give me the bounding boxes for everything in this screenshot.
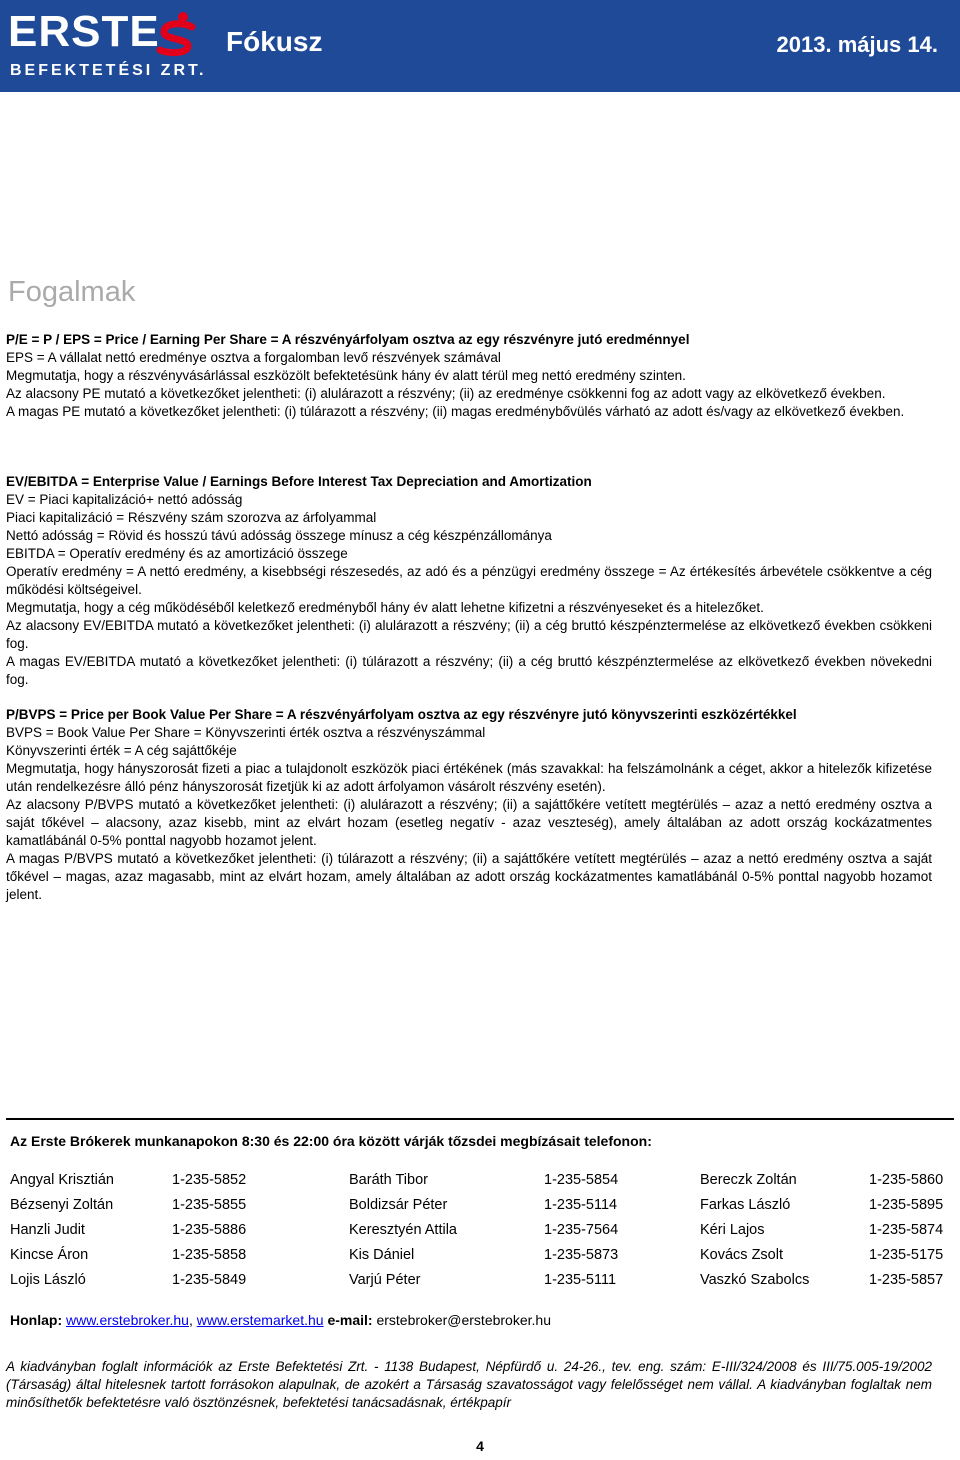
contact-row bbox=[10, 1272, 956, 1297]
divider bbox=[6, 1118, 954, 1120]
broker-name: Lojis László bbox=[10, 1272, 86, 1288]
publication-date: 2013. május 14. bbox=[776, 32, 938, 57]
broker-phone: 1-235-5111 bbox=[544, 1272, 617, 1288]
broker-name: Bereczk Zoltán bbox=[700, 1172, 797, 1188]
logo-subtitle: BEFEKTETÉSI ZRT. bbox=[10, 62, 207, 79]
link-separator: , bbox=[188, 1312, 193, 1328]
net-debt-formula: Nettó adósság = Rövid és hosszú távú adósság összege mínusz a cég készpénzállománya bbox=[6, 528, 552, 543]
website-line bbox=[10, 1312, 551, 1328]
ev-ebitda-low: Az alacsony EV/EBITDA mutató a következőket jelentheti: (i) alulárazott a részvény; (ii) a cég bruttó készpénztermelése az elkövetkező években csökkeni fog. bbox=[6, 618, 932, 651]
broker-phone: 1-235-5114 bbox=[544, 1197, 618, 1213]
operating-result-formula: Operatív eredmény = A nettó eredmény, a kisebbségi részesedés, az adó és a pénzügyi eredmény összege = Az értékesítés árbevétele csökkentve a cég működési költségeivel. bbox=[6, 564, 932, 597]
ev-formula: EV = Piaci kapitalizáció+ nettó adósság bbox=[6, 492, 243, 507]
broker-name: Baráth Tibor bbox=[349, 1172, 428, 1188]
broker-phone: 1-235-5858 bbox=[172, 1247, 247, 1263]
ev-ebitda-block bbox=[6, 473, 932, 689]
pbv-meaning: Megmutatja, hogy hányszorosát fizeti a piac a tulajdonolt eszközök piaci értékének (más szavakkal: ha felszámolnánk a céget, akkor a hitelezők kifizetése után rendelkezésre álló pénz hányszorosát fizetjük ki az adott árfolyamon vásárolt részvény esetén). bbox=[6, 761, 932, 794]
section-title: Fogalmak bbox=[8, 276, 136, 308]
contact-row bbox=[10, 1222, 956, 1247]
erstebroker-link[interactable]: www.erstebroker.hu bbox=[66, 1312, 189, 1328]
contact-row bbox=[10, 1247, 956, 1272]
page-header bbox=[0, 0, 960, 92]
pbv-formula: P/BVPS = Price per Book Value Per Share = A részvényárfolyam osztva az egy részvényre jutó könyvszerinti eszközértékkel bbox=[6, 707, 797, 722]
contact-row bbox=[10, 1197, 956, 1222]
broker-name: Vaszkó Szabolcs bbox=[700, 1272, 810, 1288]
pbv-high: A magas P/BVPS mutató a következőket jelentheti: (i) túlárazott a részvény; (ii) a sajáttőkére vetített megtérülés – azaz a nettó eredmény osztva a saját tőkével – magas, azaz magasabb, mint az elvárt hozam, amely általában az adott ország kockázatmentes kamatlábánál 0-5% ponttal nagyobb hozamot jelent. bbox=[6, 851, 932, 902]
ebitda-formula: EBITDA = Operatív eredmény és az amortizáció összege bbox=[6, 546, 348, 561]
broker-phone: 1-235-5854 bbox=[544, 1172, 619, 1188]
broker-name: Kis Dániel bbox=[349, 1247, 415, 1263]
pe-meaning: Megmutatja, hogy a részvényvásárlással eszközölt befektetésünk hány év alatt térül meg nettó eredmény szinten. bbox=[6, 368, 686, 383]
page-number: 4 bbox=[476, 1438, 484, 1454]
disclaimer: A kiadványban foglalt információk az Erste Befektetési Zrt. - 1138 Budapest, Népfürdő u. 24-26., tev. eng. szám: E-III/324/2008 és III/75.005-19/2002 (Társaság) által hitelesnek tartott forrásokon alapulnak, de azokért a Társaság szavatosságot vagy felelősséget nem vállal. A kiadványban foglaltak nem minősíthetők befektetésre való ösztönzésnek, befektetési tanácsadásnak, értékpapír bbox=[6, 1359, 932, 1410]
contacts-heading: Az Erste Brókerek munkanapokon 8:30 és 22:00 óra között várják tőzsdei megbízásait telefonon: bbox=[10, 1133, 652, 1149]
ev-ebitda-formula: EV/EBITDA = Enterprise Value / Earnings Before Interest Tax Depreciation and Amortization bbox=[6, 474, 592, 489]
pe-high: A magas PE mutató a következőket jelentheti: (i) túlárazott a részvény; (ii) magas eredménybővülés várható az adott és/vagy az elkövetkező években. bbox=[6, 404, 905, 419]
erste-s-mark-icon bbox=[154, 10, 198, 58]
logo-word: ERSTE bbox=[8, 7, 160, 56]
pe-definition-block bbox=[6, 331, 932, 421]
erstemarket-link[interactable]: www.erstemarket.hu bbox=[196, 1312, 324, 1328]
ev-ebitda-meaning: Megmutatja, hogy a cég működéséből keletkező eredményből hány év alatt lehetne kifizetni a részvényeseket és a hitelezőket. bbox=[6, 600, 764, 615]
broker-phone: 1-235-7564 bbox=[544, 1222, 619, 1238]
contacts-table bbox=[10, 1172, 956, 1297]
broker-name: Farkas László bbox=[700, 1197, 791, 1213]
broker-name: Boldizsár Péter bbox=[349, 1197, 448, 1213]
website-label: Honlap: bbox=[10, 1312, 63, 1328]
ev-ebitda-high: A magas EV/EBITDA mutató a következőket jelentheti: (i) túlárazott a részvény; (ii) a cég bruttó készpénztermelése az elkövetkező években növekedni fog. bbox=[6, 654, 932, 687]
broker-name: Angyal Krisztián bbox=[10, 1172, 114, 1188]
pe-formula: P/E = P / EPS = Price / Earning Per Share = A részvényárfolyam osztva az egy részvényre jutó eredménnyel bbox=[6, 332, 690, 347]
market-cap-formula: Piaci kapitalizáció = Részvény szám szorozva az árfolyammal bbox=[6, 510, 377, 525]
broker-name: Keresztyén Attila bbox=[349, 1222, 457, 1238]
broker-phone: 1-235-5852 bbox=[172, 1172, 247, 1188]
broker-phone: 1-235-5886 bbox=[172, 1222, 247, 1238]
pbv-low: Az alacsony P/BVPS mutató a következőket jelentheti: (i) alulárazott a részvény; (ii) a sajáttőkére vetített megtérülés – azaz a nettó eredmény osztva a saját tőkével – alacsony, azaz kisebb, mint az elvárt hozam (esetleg negatív - azaz veszteség), amely általában az adott ország kockázatmentes kamatlábánál 0-5% ponttal nagyobb hozamot jelent. bbox=[6, 797, 932, 848]
broker-phone: 1-235-5860 bbox=[869, 1172, 944, 1188]
pbv-block bbox=[6, 706, 932, 904]
broker-name: Hanzli Judit bbox=[10, 1222, 85, 1238]
broker-phone: 1-235-5175 bbox=[869, 1247, 944, 1263]
email-address: erstebroker@erstebroker.hu bbox=[376, 1312, 551, 1328]
broker-phone: 1-235-5855 bbox=[172, 1197, 247, 1213]
broker-name: Kovács Zsolt bbox=[700, 1247, 783, 1263]
contact-row bbox=[10, 1172, 956, 1197]
email-label: e-mail: bbox=[327, 1312, 373, 1328]
eps-formula: EPS = A vállalat nettó eredménye osztva a forgalomban levő részvények számával bbox=[6, 350, 501, 365]
pe-low: Az alacsony PE mutató a következőket jelentheti: (i) alulárazott a részvény; (ii) az eredménye csökkenni fog az adott vagy az elkövetkező években. bbox=[6, 386, 886, 401]
broker-name: Kincse Áron bbox=[10, 1247, 89, 1263]
publication-title: Fókusz bbox=[226, 26, 323, 57]
broker-phone: 1-235-5895 bbox=[869, 1197, 944, 1213]
broker-phone: 1-235-5849 bbox=[172, 1272, 247, 1288]
broker-phone: 1-235-5857 bbox=[869, 1272, 944, 1288]
book-value-formula: Könyvszerinti érték = A cég sajáttőkéje bbox=[6, 743, 237, 758]
broker-phone: 1-235-5873 bbox=[544, 1247, 619, 1263]
erste-logo bbox=[8, 7, 207, 86]
broker-phone: 1-235-5874 bbox=[869, 1222, 944, 1238]
broker-name: Bézsenyi Zoltán bbox=[10, 1197, 114, 1213]
broker-name: Kéri Lajos bbox=[700, 1222, 765, 1238]
bvps-formula: BVPS = Book Value Per Share = Könyvszerinti érték osztva a részvényszámmal bbox=[6, 725, 486, 740]
broker-name: Varjú Péter bbox=[349, 1272, 421, 1288]
